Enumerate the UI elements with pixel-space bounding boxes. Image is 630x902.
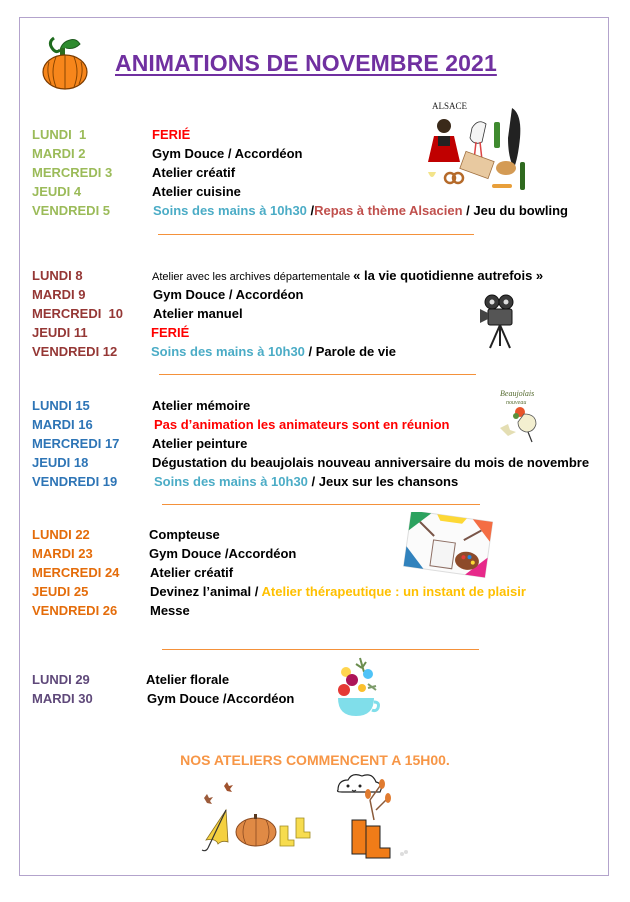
svg-text:nouveau: nouveau: [506, 400, 527, 406]
activity-text: [151, 344, 396, 360]
activity-text: [152, 268, 543, 285]
activity-text: [152, 436, 247, 452]
page-title: ANIMATIONS DE NOVEMBRE 2021: [115, 50, 497, 76]
autumn-umbrella-pumpkin-boots-illustration: [196, 776, 326, 856]
day-label: MERCREDI 24: [32, 565, 120, 580]
day-label: VENDREDI 26: [32, 603, 118, 618]
activity-text: [149, 527, 220, 543]
activity-text: [149, 546, 296, 562]
day-label: VENDREDI 12: [32, 344, 118, 359]
flower-cup-illustration: [332, 654, 382, 724]
day-label: JEUDI 18: [32, 455, 89, 470]
beaujolais-wine-illustration: [494, 384, 554, 444]
alsace-illustration: [420, 98, 540, 198]
activity-part: Gym Douce /Accordéon: [149, 546, 297, 561]
activity-text: [152, 398, 250, 414]
week-separator: [162, 649, 479, 650]
activity-part: Compteuse: [149, 527, 220, 542]
activity-part: / Jeux sur les chansons: [311, 474, 459, 489]
day-label: MARDI 2: [32, 146, 86, 161]
activity-part: FERIÉ: [152, 127, 191, 142]
day-label: LUNDI 29: [32, 672, 90, 687]
activity-part: Gym Douce / Accordéon: [153, 287, 304, 302]
activity-part: Atelier créatif: [152, 165, 236, 180]
day-label: JEUDI 4: [32, 184, 82, 199]
activity-part: Pas d’animation les animateurs sont en réunion: [154, 417, 450, 432]
day-label: MARDI 30: [32, 691, 93, 706]
week-separator: [158, 234, 474, 235]
movie-camera-icon: [478, 292, 518, 352]
activity-part: / Parole de vie: [308, 344, 396, 359]
activity-text: [152, 455, 589, 471]
painting-supplies-illustration: [403, 512, 493, 578]
activity-part: Soins des mains à 10h30: [151, 344, 309, 359]
activity-part: Devinez l’animal /: [150, 584, 262, 599]
schedule-start-time-note: NOS ATELIERS COMMENCENT A 15H00.: [180, 752, 450, 768]
activity-part: Atelier peinture: [152, 436, 248, 451]
svg-text:Beaujolais: Beaujolais: [500, 389, 535, 398]
activity-text: [146, 672, 229, 688]
activity-text: [150, 584, 526, 600]
week-separator: [162, 504, 480, 505]
autumn-boots-cloud-illustration: [330, 770, 430, 860]
activity-text: [153, 287, 304, 303]
activity-text: [150, 565, 233, 581]
activity-part: Gym Douce /Accordéon: [147, 691, 295, 706]
activity-part: Atelier cuisine: [152, 184, 241, 199]
activity-text: [147, 691, 294, 707]
activity-part: Atelier créatif: [150, 565, 234, 580]
pumpkin-icon: [40, 32, 90, 90]
activity-part: Atelier avec les archives départementale: [152, 271, 354, 283]
day-label: MERCREDI 17: [32, 436, 120, 451]
activity-part: Dégustation du beaujolais nouveau anniversaire du mois de novembre: [152, 455, 590, 470]
day-label: MERCREDI 3: [32, 165, 113, 180]
activity-part: Atelier florale: [146, 672, 230, 687]
activity-text: [151, 325, 189, 341]
day-label: MARDI 9: [32, 287, 86, 302]
activity-text: [152, 127, 190, 143]
day-label: VENDREDI 19: [32, 474, 118, 489]
activity-text: [152, 146, 303, 162]
activity-part: Atelier manuel: [153, 306, 243, 321]
activity-part: Soins des mains à 10h30: [154, 474, 312, 489]
activity-part: Gym Douce / Accordéon: [152, 146, 303, 161]
activity-part: FERIÉ: [151, 325, 190, 340]
activity-text: [154, 474, 458, 490]
day-label: LUNDI 8: [32, 268, 83, 283]
activity-part: /: [310, 203, 315, 218]
activity-part: « la vie quotidienne autrefois »: [353, 268, 544, 283]
day-label: JEUDI 11: [32, 325, 88, 340]
activity-text: [150, 603, 190, 619]
activity-text: [152, 184, 241, 200]
activity-part: Repas à thème Alsacien: [314, 203, 467, 218]
activity-part: Atelier mémoire: [152, 398, 251, 413]
activity-text: [153, 203, 568, 219]
day-label: LUNDI 15: [32, 398, 90, 413]
day-label: MARDI 16: [32, 417, 93, 432]
activity-part: Messe: [150, 603, 190, 618]
activity-text: [154, 417, 449, 433]
day-label: MERCREDI 10: [32, 306, 124, 321]
activity-part: / Jeu du bowling: [466, 203, 568, 218]
activity-text: [152, 165, 235, 181]
week-separator: [159, 374, 476, 375]
day-label: VENDREDI 5: [32, 203, 111, 218]
day-label: MARDI 23: [32, 546, 93, 561]
day-label: LUNDI 1: [32, 127, 87, 142]
day-label: JEUDI 25: [32, 584, 89, 599]
day-label: LUNDI 22: [32, 527, 90, 542]
alsace-label: ALSACE: [432, 101, 468, 111]
activity-part: Atelier thérapeutique : un instant de plaisir: [261, 584, 526, 599]
activity-part: Soins des mains à 10h30: [153, 203, 311, 218]
activity-text: [153, 306, 243, 322]
